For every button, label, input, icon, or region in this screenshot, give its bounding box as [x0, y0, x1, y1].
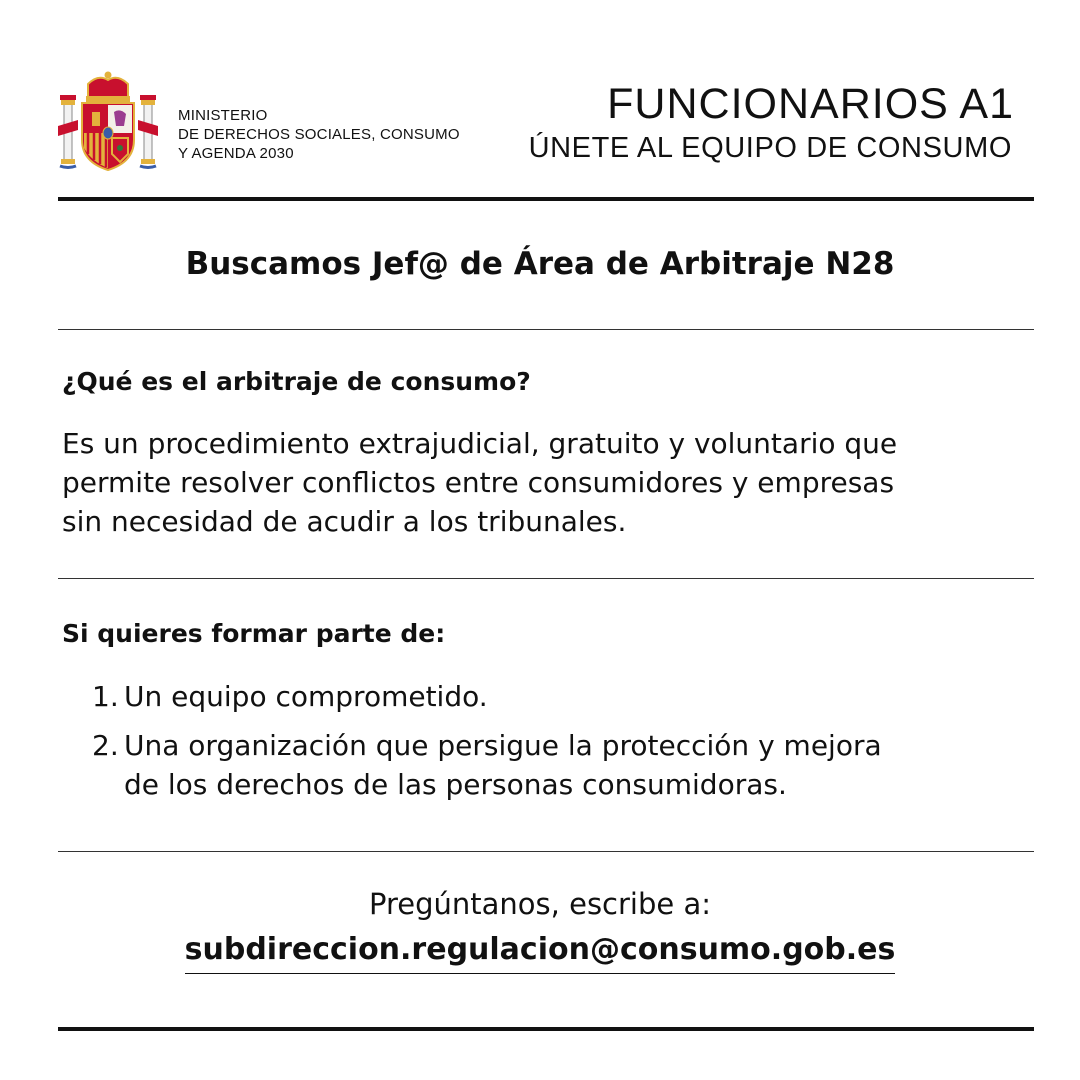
- divider: [58, 578, 1034, 579]
- contact-email-container: [58, 929, 1022, 974]
- contact-prompt: Pregúntanos, escribe a:: [369, 887, 711, 921]
- divider-footer: [58, 1027, 1034, 1031]
- header-subtitle: ÚNETE AL EQUIPO DE CONSUMO: [528, 132, 1012, 164]
- question-body-line: Es un procedimiento extrajudicial, gratuito y voluntario que: [62, 427, 898, 460]
- question-body-line: sin necesidad de acudir a los tribunales.: [62, 505, 627, 538]
- question-body-line: permite resolver conflictos entre consumidores y empresas: [62, 466, 895, 499]
- question-heading: ¿Qué es el arbitraje de consumo?: [62, 367, 531, 396]
- job-title: Buscamos Jef@ de Área de Arbitraje N28: [185, 246, 895, 282]
- ministry-line: DE DERECHOS SOCIALES, CONSUMO: [178, 126, 460, 143]
- benefits-list: [92, 677, 1022, 814]
- section-heading: Si quieres formar parte de:: [62, 619, 446, 648]
- header-title: FUNCIONARIOS A1: [607, 80, 1014, 128]
- divider-header: [58, 197, 1034, 201]
- divider: [58, 851, 1034, 852]
- divider: [58, 329, 1034, 330]
- contact-email-link[interactable]: subdireccion.regulacion@consumo.gob.es: [185, 929, 896, 974]
- list-item-text: de los derechos de las personas consumidoras.: [124, 768, 787, 801]
- ministry-line: MINISTERIO: [178, 107, 268, 124]
- question-body: [62, 424, 1032, 541]
- list-item-number: 2.: [92, 729, 119, 762]
- list-item-text: Un equipo comprometido.: [124, 680, 488, 713]
- list-item: [92, 677, 1022, 716]
- list-item-text: Una organización que persigue la protección y mejora: [124, 729, 882, 762]
- list-item-number: 1.: [92, 680, 119, 713]
- ministry-name: [178, 106, 460, 163]
- list-item: [92, 726, 1022, 804]
- spanish-coat-of-arms-icon: [58, 70, 158, 174]
- ministry-line: Y AGENDA 2030: [178, 145, 294, 162]
